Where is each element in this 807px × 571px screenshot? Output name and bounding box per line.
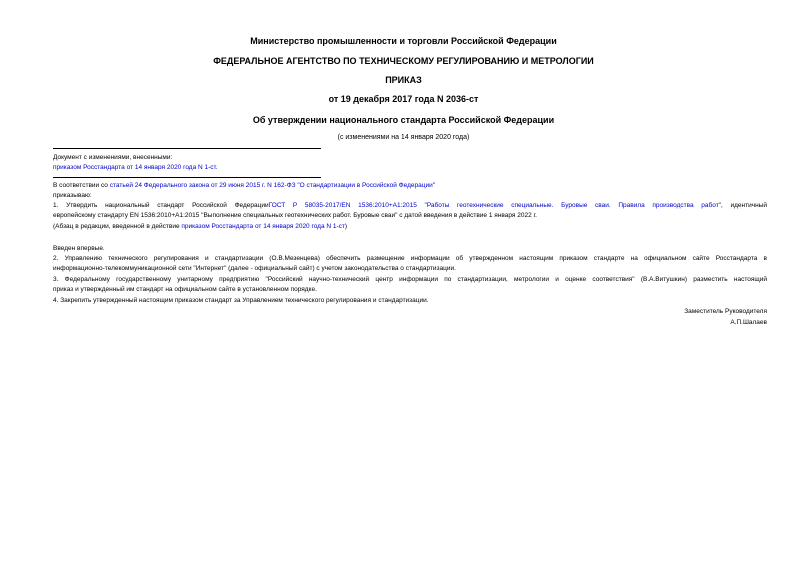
agency-heading: ФЕДЕРАЛЬНОЕ АГЕНТСТВО ПО ТЕХНИЧЕСКОМУ РЕГУЛИРОВАНИЮ И МЕТРОЛОГИИ — [213, 56, 594, 66]
paragraph-basis — [53, 181, 435, 190]
item-2-line-2: информационно-телекоммуникационной сети "Интернет" (далее - официальный сайт) с учетом законодательства о стандартизации. — [53, 265, 456, 272]
paragraph-basis-text: В соответствии со — [53, 182, 110, 189]
first-introduced: Введен впервые. — [53, 245, 105, 252]
signature-position: Заместитель Руководителя — [684, 308, 767, 315]
item-2-line-1: 2. Управлению технического регулирования и стандартизации (О.В.Мезенцева) обеспечить размещение информации об утвержденном настоящим приказом стандарте на официальном сайте Росстандарта в — [53, 255, 767, 262]
changes-box-top-rule — [53, 148, 321, 149]
federal-law-link[interactable]: статьей 24 Федерального закона от 29 июня 2015 г. N 162-ФЗ "О стандартизации в Российской Федерации" — [109, 182, 436, 189]
paragraph-order: приказываю: — [53, 192, 92, 199]
item-3-line-2: приказ и утвержденный им стандарт на официальном сайте в установленном порядке. — [53, 286, 317, 293]
edit-note — [53, 222, 347, 231]
item-1-text: 1. Утвердить национальный стандарт Российской Федерации — [53, 202, 269, 209]
edit-note-suffix: ) — [344, 223, 348, 230]
edit-note-prefix: (Абзац в редакции, введенной в действие — [53, 223, 182, 230]
signature-name: А.П.Шалаев — [730, 319, 767, 326]
item-4: 4. Закрепить утвержденный настоящим приказом стандарт за Управлением технического регулирования и стандартизации. — [53, 297, 429, 304]
doc-type-heading: ПРИКАЗ — [385, 75, 422, 85]
subject-heading: Об утверждении национального стандарта Российской Федерации — [252, 115, 555, 125]
gost-link[interactable]: ГОСТ Р 58035-2017/EN 1536:2010+A1:2015 "Работы геотехнические специальные. Буровые сваи. Правила производства работ" — [268, 202, 721, 209]
changes-box-intro: Документ с изменениями, внесенными: — [53, 154, 173, 161]
changes-box-link[interactable]: приказом Росстандарта от 14 января 2020 года N 1-ст. — [53, 164, 218, 171]
changes-box-bottom-rule — [53, 177, 321, 178]
edit-note-link[interactable]: приказом Росстандарта от 14 января 2020 года N 1-ст — [181, 223, 345, 230]
item-1-line-2: европейскому стандарту EN 1536:2010+A1:2015 "Выполнение специальных геотехнических работ. Буровые сваи" с датой введения в действие 1 января 2022 г. — [53, 212, 537, 219]
item-1-line-1 — [53, 201, 767, 210]
item-1-suffix: , идентичный — [721, 202, 767, 209]
ministry-heading: Министерство промышленности и торговли Российской Федерации — [250, 36, 557, 46]
item-3-line-1: 3. Федеральному государственному унитарному предприятию "Российский научно-технический центр информации по стандартизации, метрологии и оценке соответствия" (В.А.Витушкин) разместить настоящий — [53, 276, 767, 283]
amendment-note: (с изменениями на 14 января 2020 года) — [337, 134, 470, 141]
date-number-heading: от 19 декабря 2017 года N 2036-ст — [328, 94, 479, 104]
